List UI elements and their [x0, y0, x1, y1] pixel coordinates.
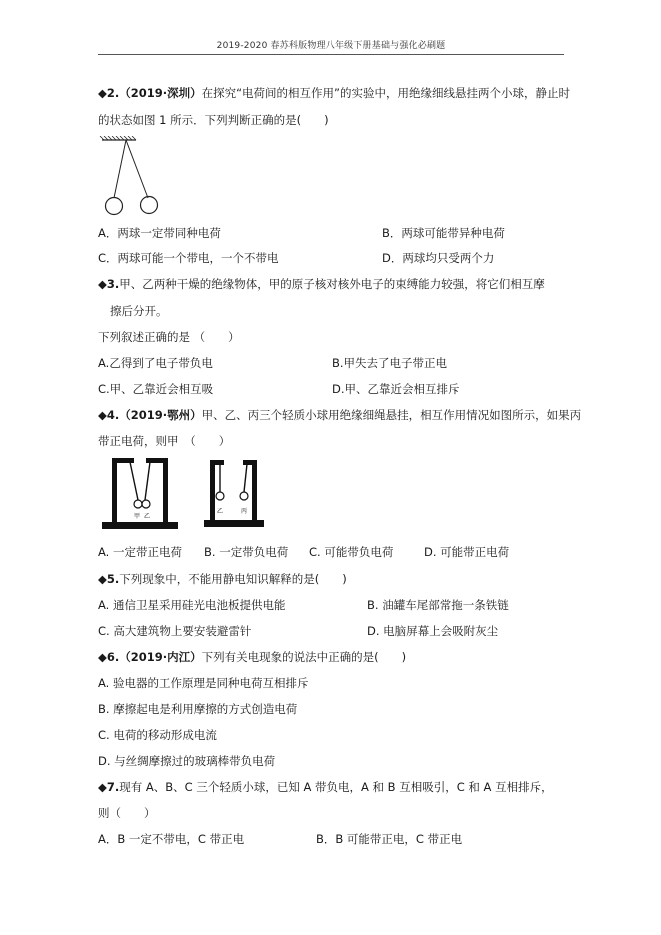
page-header: 2019-2020 春苏科版物理八年级下册基础与强化必刷题 — [216, 41, 446, 51]
q5-stem: 下列现象中，不能用静电知识解释的是( ) — [119, 572, 347, 586]
q5-option-c[interactable]: C. 高大建筑物上要安装避雷针 — [98, 624, 252, 638]
q2-stem2: 的状态如图 1 所示．下列判断正确的是( ) — [98, 113, 329, 127]
q7-stem1: 现有 A、B、C 三个轻质小球，已知 A 带负电，A 和 B 互相吸引，C 和 A 互相排斥， — [119, 780, 553, 794]
q4-label-jia: 甲 — [134, 513, 141, 520]
q3-option-d[interactable]: D.甲、乙靠近会相互排斥 — [332, 382, 460, 396]
q2-stem1: 在探究“电荷间的相互作用”的实验中，用绝缘细线悬挂两个小球，静止时 — [201, 86, 571, 100]
q5-option-d[interactable]: D. 电脑屏幕上会吸附灰尘 — [367, 624, 499, 638]
q4-option-d[interactable]: D. 可能带正电荷 — [424, 545, 510, 559]
q6-source: （2019·内江） — [119, 650, 202, 664]
q7-stem2: 则（ ） — [98, 806, 156, 820]
q3-marker: ◆3. — [98, 277, 120, 291]
q4-source: （2019·鄂州） — [119, 408, 202, 422]
q3-option-c[interactable]: C.甲、乙靠近会相互吸 — [98, 382, 214, 396]
q2-source: （2019·深圳） — [119, 86, 202, 100]
q4-stem2: 带正电荷，则甲 （ ） — [98, 434, 231, 448]
q7-line1 — [98, 780, 553, 794]
q4-label-yi: 乙 — [144, 513, 151, 520]
q7-option-b[interactable]: B．B 可能带正电，C 带正电 — [316, 832, 463, 846]
q5-option-a[interactable]: A. 通信卫星采用硅光电池板提供电能 — [98, 598, 286, 612]
q6-stem: 下列有关电现象的说法中正确的是( ) — [201, 650, 407, 664]
q2-option-a[interactable]: A．两球一定带同种电荷 — [98, 226, 221, 240]
q6-line1 — [98, 650, 406, 664]
q3-option-a[interactable]: A.乙得到了电子带负电 — [98, 356, 213, 370]
header-divider — [98, 54, 564, 55]
q6-option-c[interactable]: C. 电荷的移动形成电流 — [98, 728, 217, 742]
q4-figure-frames — [100, 456, 270, 534]
q2-figure-pendulum — [98, 136, 168, 218]
q6-option-a[interactable]: A. 验电器的工作原理是同种电荷互相排斥 — [98, 676, 309, 690]
q4-stem1: 甲、乙、丙三个轻质小球用绝缘细绳悬挂，相互作用情况如图所示，如果丙 — [201, 408, 582, 422]
q5-marker: ◆5. — [98, 572, 120, 586]
q4-marker: ◆4. — [98, 408, 120, 422]
q2-option-d[interactable]: D．两球均只受两个力 — [382, 251, 495, 265]
q3-line1 — [98, 277, 545, 291]
q3-option-b[interactable]: B.甲失去了电子带正电 — [332, 356, 448, 370]
q4-label-yi-2: 乙 — [217, 508, 224, 515]
q2-marker: ◆2. — [98, 86, 120, 100]
q5-option-b[interactable]: B. 油罐车尾部常拖一条铁链 — [367, 598, 509, 612]
q2-line1 — [98, 86, 570, 100]
q4-option-a[interactable]: A. 一定带正电荷 — [98, 545, 182, 559]
q5-line1 — [98, 572, 347, 586]
q4-label-bing: 丙 — [241, 508, 248, 515]
q4-option-b[interactable]: B. 一定带负电荷 — [204, 545, 289, 559]
q7-option-a[interactable]: A．B 一定不带电，C 带正电 — [98, 832, 245, 846]
q6-option-d[interactable]: D. 与丝绸摩擦过的玻璃棒带负电荷 — [98, 754, 276, 768]
q4-option-c[interactable]: C. 可能带负电荷 — [309, 545, 394, 559]
q3-stem3: 下列叙述正确的是 （ ） — [98, 330, 240, 344]
q2-option-c[interactable]: C．两球可能一个带电，一个不带电 — [98, 251, 279, 265]
q6-option-b[interactable]: B. 摩擦起电是利用摩擦的方式创造电荷 — [98, 702, 298, 716]
q7-marker: ◆7. — [98, 780, 120, 794]
q3-stem1: 甲、乙两种干燥的绝缘物体，甲的原子核对核外电子的束缚能力较强，将它们相互摩 — [119, 277, 545, 291]
q3-stem2: 擦后分开。 — [110, 304, 168, 318]
q4-line1 — [98, 408, 581, 422]
q6-marker: ◆6. — [98, 650, 120, 664]
q2-option-b[interactable]: B．两球可能带异种电荷 — [382, 226, 505, 240]
